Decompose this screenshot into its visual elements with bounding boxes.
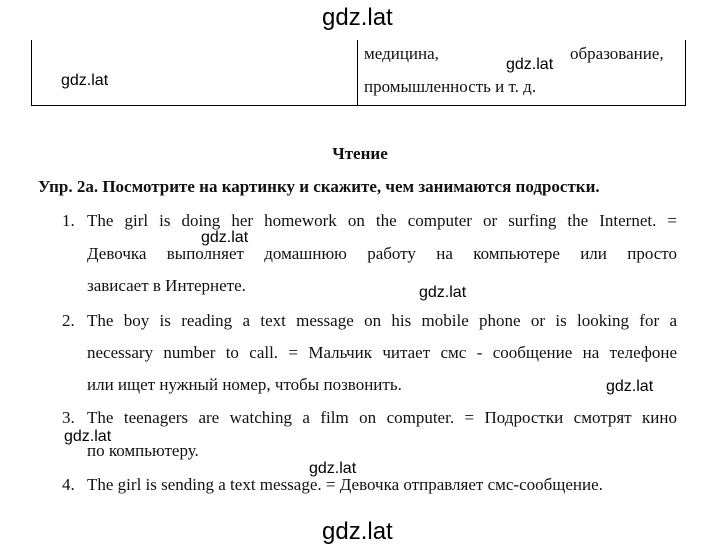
item-line: necessary number to call. = Мальчик читает смс - сообщение на телефоне [87, 343, 677, 362]
watermark-top: gdz.lat [322, 4, 393, 31]
item-number: 3. [62, 408, 75, 427]
watermark: gdz.lat [64, 428, 112, 445]
watermark: gdz.lat [606, 378, 654, 395]
table-divider [357, 40, 358, 105]
watermark-bottom: gdz.lat [322, 518, 393, 545]
item-number: 2. [62, 311, 75, 330]
item-line: The boy is reading a text message on his mobile phone or is looking for a [87, 311, 677, 330]
item-line: или ищет нужный номер, чтобы позвонить. [87, 375, 402, 394]
table-cell-word: образование, [570, 44, 664, 63]
table-cell-word: медицина, [364, 44, 439, 63]
item-line: по компьютеру. [87, 441, 199, 460]
section-heading: Чтение [332, 144, 388, 163]
item-number: 1. [62, 211, 75, 230]
table-cell-line: промышленность и т. д. [364, 77, 537, 96]
watermark: gdz.lat [506, 56, 554, 73]
watermark: gdz.lat [419, 284, 467, 301]
watermark: gdz.lat [61, 72, 109, 89]
item-line: Девочка выполняет домашнюю работу на компьютере или просто [87, 244, 677, 263]
item-line: The teenagers are watching a film on computer. = Подростки смотрят кино [87, 408, 677, 427]
item-line: The girl is sending a text message. = Девочка отправляет смс-сообщение. [87, 475, 603, 494]
item-line: The girl is doing her homework on the computer or surfing the Internet. = [87, 211, 677, 230]
exercise-title: Упр. 2a. Посмотрите на картинку и скажите, чем занимаются подростки. [38, 177, 600, 196]
item-number: 4. [62, 475, 75, 494]
item-line: зависает в Интернете. [87, 276, 246, 295]
watermark: gdz.lat [201, 229, 249, 246]
watermark: gdz.lat [309, 460, 357, 477]
